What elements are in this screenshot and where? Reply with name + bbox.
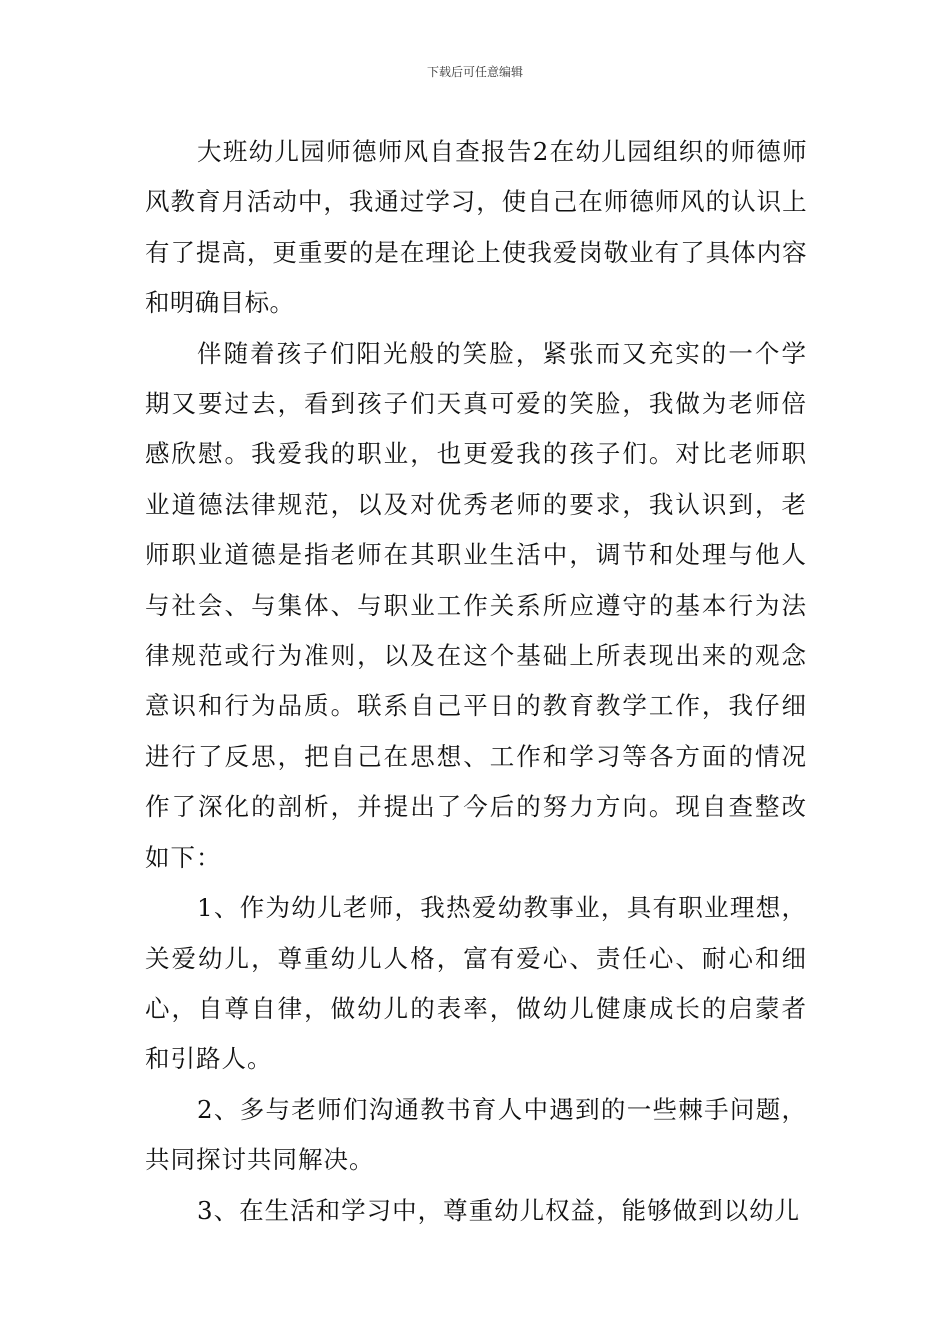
paragraph-intro: 大班幼儿园师德师风自查报告2在幼儿园组织的师德师风教育月活动中，我通过学习，使自己在师德师风的认识上有了提高，更重要的是在理论上使我爱岗敬业有了具体内容和明确目标。	[145, 137, 807, 318]
paragraph-item-3: 3、在生活和学习中，尊重幼儿权益，能够做到以幼儿	[197, 1195, 801, 1225]
paragraph-item-1: 1、作为幼儿老师，我热爱幼教事业，具有职业理想，关爱幼儿，尊重幼儿人格，富有爱心、责任心、耐心和细心，自尊自律，做幼儿的表率，做幼儿健康成长的启蒙者和引路人。	[145, 893, 807, 1074]
paragraph-item-2: 2、多与老师们沟通教书育人中遇到的一些棘手问题，共同探讨共同解决。	[145, 1094, 807, 1175]
paragraph-reflection: 伴随着孩子们阳光般的笑脸，紧张而又充实的一个学期又要过去，看到孩子们天真可爱的笑脸，我做为老师倍感欣慰。我爱我的职业，也更爱我的孩子们。对比老师职业道德法律规范，以及对优秀老师的要求，我认识到，老师职业道德是指老师在其职业生活中，调节和处理与他人与社会、与集体、与职业工作关系所应遵守的基本行为法律规范或行为准则，以及在这个基础上所表现出来的观念意识和行为品质。联系自己平日的教育教学工作，我仔细进行了反思，把自己在思想、工作和学习等各方面的情况作了深化的剖析，并提出了今后的努力方向。现自查整改如下：	[145, 338, 807, 872]
page-header: 下载后可任意编辑	[426, 65, 523, 79]
document-body	[145, 127, 807, 1236]
